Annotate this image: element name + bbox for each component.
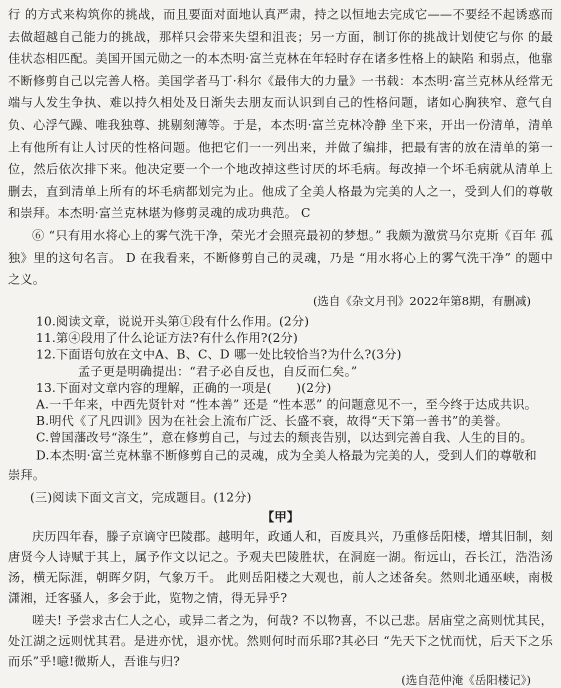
question-12-quote: 孟子更是明确提出：“君子必自反也，自反而仁矣。” [78, 364, 358, 379]
question-13-option-b: B.明代《了凡四训》因为在社会上流布广泛、长盛不衰，故得“天下第一善书”的美誉。 [36, 414, 509, 429]
passage-paragraph-6: ⑥ “只有用水将心上的雾气洗干净，荣光才会照亮最初的梦想。” 我颇为激赏马尔克斯《百年 孤独》里的这句名言。 D 在我看来，不断修剪自己的灵魂，乃是 “用水将心上的雾气洗干净” 的题中之义。 [8, 228, 553, 287]
question-11: 11.第④段用了什么论证方法?有什么作用?(2分) [36, 331, 298, 345]
classical-source: (选自范仲淹《岳阳楼记》) [401, 673, 531, 688]
question-13: 13.下面对文章内容的理解，正确的一项是( )(2分) [36, 381, 332, 395]
classical-paragraph-2: 嗟夫! 予尝求古仁人之心，或异二者之为，何哉? 不以物喜，不以己悲。居庙堂之高则忧其民，处江湖之远则忧其君。是进亦忧，退亦忧。然则何时而乐耶?其必曰 “先天下之忧而忧，后天下之乐而乐”乎!噫!微斯人，吾谁与归? [8, 613, 553, 669]
passage-source: (选自《杂文月刊》2022年第8期，有删减) [312, 294, 531, 308]
passage-paragraph-5: 行 的方式来构筑你的挑战，而且要面对面地认真严肃，持之以恒地去完成它——不要经不起诱惑而去做超越自己能力的挑战，那样只会带来失望和沮丧；另一方面，制订你的挑战计划使它与你 的最佳状态相匹配。美国开国元勋之一的本杰明·富兰克林在年轻时存在诸多性格上的缺陷 和弱点，他靠不断修剪自己以完善人格。美国学者马丁·科尔《最伟大的力量》一书载：本杰明·富兰克林从经常无端与人发生争执、难以持久相处及日渐失去朋友而认识到自己的性格问题，诸如心胸狭窄、意气自负、心浮气躁、唯我独尊、挑剔刻薄等。于是，本杰明·富兰克林冷静 坐下来，开出一份清单，清单上有他所有让人讨厌的性格问题。他把它们一一列出来，并做了编排，把最有害的放在清单的第一位，然后依次排下来。他决定要一个一个地改掉这些讨厌的坏毛病。每改掉一个坏毛病就从清单上删去，直到清单上所有的坏毛病都划完为止。他成了全美人格最为完美的人之一，受到人们的尊敬和崇拜。本杰明·富兰克林堪为修剪灵魂的成功典范。 C [8, 7, 553, 221]
section-3-title: (三)阅读下面文言文，完成题目。(12分) [30, 490, 252, 505]
question-13-option-c: C.曾国藩改号“涤生”，意在修剪自己，与过去的颓丧告别，以达到完善自我、人生的目的。 [36, 430, 533, 445]
question-13-option-a: A.一千年来，中西先贤针对 “性本善” 还是 “性本恶” 的问题意见不一，至今终于达成共识。 [36, 397, 538, 412]
question-10: 10.阅读文章，说说开头第①段有什么作用。(2分) [36, 314, 310, 329]
classical-paragraph-1: 庆历四年春，滕子京谪守巴陵郡。越明年，政通人和，百废具兴，乃重修岳阳楼，增其旧制，刻唐贤今人诗赋于其上，属予作文以记之。予观夫巴陵胜状，在洞庭一湖。衔远山，吞长江，浩浩汤汤，横无际涯，朝晖夕阴，气象万千。 此则岳阳楼之大观也，前人之述备矣。然则北通巫峡，南极潇湘，迁客骚人，多会于此，览物之情，得无异乎? [8, 529, 553, 605]
text-jia-heading: 【甲】 [261, 509, 300, 524]
question-13-option-d: D.本杰明·富兰克林靠不断修剪自己的灵魂，成为全美人格最为完美的人，受到人们的尊敬和崇拜。 [8, 448, 537, 482]
question-12: 12.下面语句放在文中A、B、C、D 哪一处比较恰当?为什么?(3分) [36, 347, 402, 362]
